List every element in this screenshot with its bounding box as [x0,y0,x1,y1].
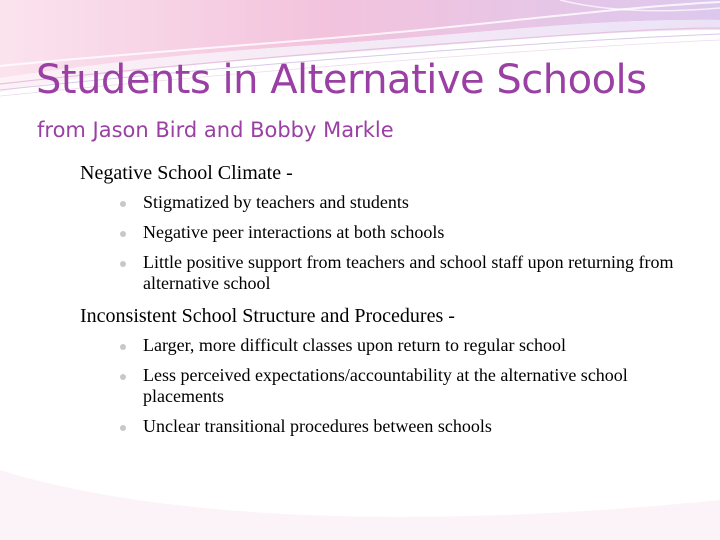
bullet-item [80,222,680,243]
bullet-dot-icon [120,261,126,267]
slide-subtitle: from Jason Bird and Bobby Markle [37,118,394,142]
slide-title: Students in Alternative Schools [36,57,647,103]
bullet-item [80,365,680,407]
bullet-text: Larger, more difficult classes upon return to regular school [143,335,566,355]
bullet-text: Unclear transitional procedures between schools [143,416,492,436]
bullet-item [80,335,680,356]
bullet-list-inconsistent-structure [80,335,680,437]
bullet-dot-icon [120,374,126,380]
bullet-text: Negative peer interactions at both schools [143,222,445,242]
section-heading-negative-climate: Negative School Climate - [80,162,293,184]
bullet-dot-icon [120,201,126,207]
bullet-dot-icon [120,344,126,350]
bullet-item [80,252,680,294]
bullet-item [80,416,680,437]
bullet-list-negative-climate [80,192,680,294]
bullet-text: Less perceived expectations/accountability at the alternative school placements [143,365,628,406]
slide-content [80,160,680,446]
bullet-dot-icon [120,231,126,237]
section-heading-inconsistent-structure: Inconsistent School Structure and Procedures - [80,305,455,327]
bullet-item [80,192,680,213]
bullet-dot-icon [120,425,126,431]
bullet-text: Stigmatized by teachers and students [143,192,409,212]
bullet-text: Little positive support from teachers and school staff upon returning from alternative school [143,252,674,293]
